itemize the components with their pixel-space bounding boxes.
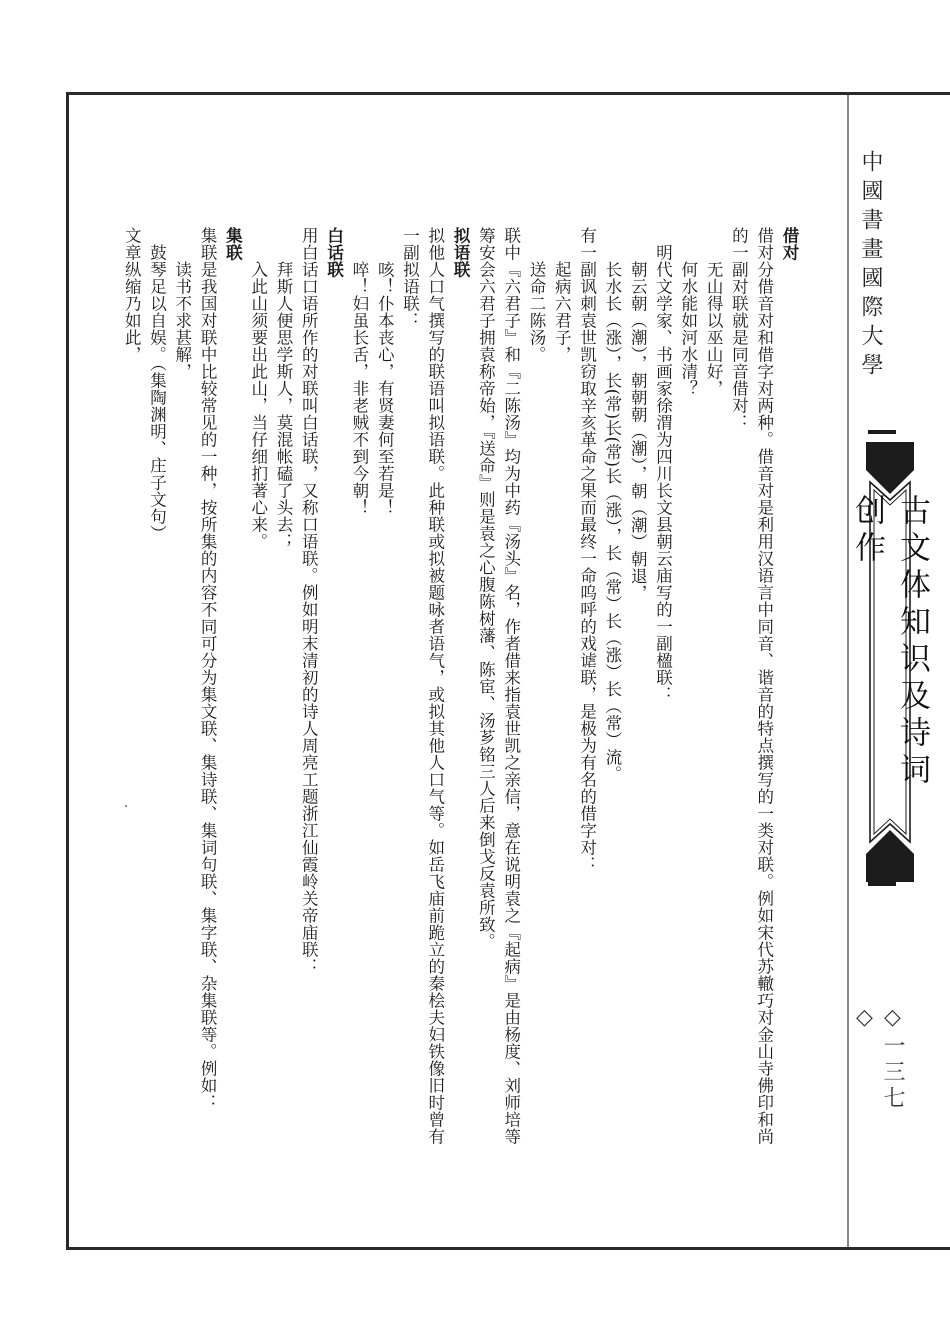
body-text bbox=[110, 215, 800, 1215]
text-column: 拟他人口气撰写的联语叫拟语联。此种联或拟被题咏者语气，或拟其他人口气等。如岳飞庙前跪立的秦桧夫妇铁像旧时曾有 bbox=[425, 227, 445, 1145]
section-heading: 白话联 bbox=[324, 227, 344, 278]
text-column: 无山得以巫山好， bbox=[704, 261, 724, 397]
text-column: 读书不求甚解， bbox=[172, 261, 192, 380]
section-heading: 集联 bbox=[223, 227, 243, 261]
text-column: 何水能如河水清？ bbox=[678, 261, 698, 397]
university-header: 中國書畫國際大學 bbox=[858, 150, 883, 382]
text-column: 用白话口语所作的对联叫白话联，又称口语联。例如明末清初的诗人周亮工题浙江仙霞岭关帝庙联： bbox=[299, 227, 319, 975]
text-column: 啐！妇虽长舌，非老贼不到今朝！ bbox=[349, 261, 369, 516]
page-number: ◇一三七◇ bbox=[852, 1005, 905, 1112]
title-cartouche bbox=[849, 442, 930, 882]
text-column: 朝云朝（潮），朝朝朝（潮），朝（潮）朝退， bbox=[628, 261, 648, 602]
book-title: 古文体知识及诗词创作 bbox=[849, 494, 930, 790]
title-bar-bottom bbox=[868, 882, 896, 886]
text-column: 联中『六君子』和『二陈汤』均为中药『汤头』名，作者借来指袁世凯之亲信，意在说明袁之『起病』是由杨度、刘师培等 bbox=[501, 227, 521, 1145]
text-column: 明代文学家、书画家徐渭为四川长文县朝云庙写的一副楹联： bbox=[653, 244, 673, 703]
text-column: 有一副讽刺袁世凯窃取辛亥革命之果而最终一命呜呼的戏谑联，是极为有名的借字对： bbox=[577, 227, 597, 873]
title-bar-top bbox=[868, 430, 896, 434]
text-column: 筹安会六君子拥袁称帝始，『送命』则是袁之心腹陈树藩、陈宦、汤芗铭三人后来倒戈反袁所致。 bbox=[476, 227, 496, 950]
text-column: 长水长（涨），长(常)长(常)长（涨），长（常）长（涨）长（常）流。 bbox=[602, 261, 622, 783]
text-column: 的一副对联就是同音借对： bbox=[729, 227, 749, 431]
text-column: 咳！仆本丧心，有贤妻何至若是！ bbox=[375, 261, 395, 516]
text-column: 拜斯人便思学斯人，莫混帐磕了头去； bbox=[274, 261, 293, 550]
scan-speck bbox=[125, 805, 127, 807]
text-column: 集联是我国对联中比较常见的一种，按所集的内容不同可分为集文联、集诗联、集词句联、集字联、杂集联等。例如： bbox=[198, 227, 218, 1111]
text-column: 鼓琴足以自娱。（集陶渊明、庄子文句） bbox=[147, 244, 167, 542]
text-column: 借对分借音对和借字对两种。借音对是利用汉语言中同音、谐音的特点撰写的一类对联。例如宋代苏轍巧对金山寺佛印和尚 bbox=[754, 227, 774, 1145]
text-column: 一副拟语联： bbox=[400, 227, 420, 329]
section-heading: 拟语联 bbox=[451, 227, 471, 278]
text-column: 文章纵缩乃如此， bbox=[122, 227, 142, 363]
text-column: 入此山须要出此山，当仔细扪著心来。 bbox=[248, 261, 268, 550]
text-column: 起病六君子， bbox=[552, 261, 572, 363]
text-column: 送命二陈汤。 bbox=[527, 261, 546, 363]
section-heading: 借对 bbox=[780, 227, 799, 261]
